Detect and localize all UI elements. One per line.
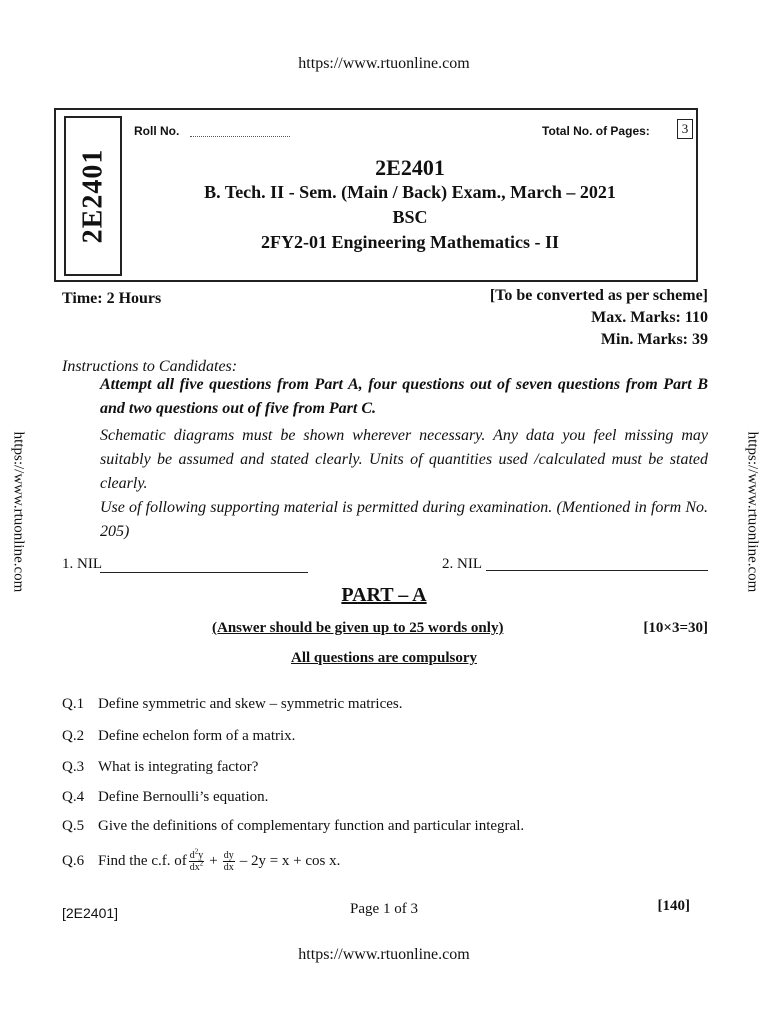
material-item-1-line xyxy=(100,572,308,573)
exam-time: Time: 2 Hours xyxy=(62,290,162,307)
min-marks: Min. Marks: 39 xyxy=(600,331,708,348)
equation-tail: – 2y = x + cos x. xyxy=(239,853,341,869)
question-text: Find the c.f. of xyxy=(98,853,187,869)
question-number: Q.4 xyxy=(62,789,85,805)
part-a-marks: [10×3=30] xyxy=(643,620,708,636)
compulsory-note: All questions are compulsory xyxy=(291,650,477,666)
part-a-title: PART – A xyxy=(341,584,427,606)
question-number: Q.3 xyxy=(62,759,85,775)
frac-den-exponent: 2 xyxy=(199,859,204,868)
paper-code: 2E2401 xyxy=(375,155,445,180)
subject: 2FY2-01 Engineering Mathematics - II xyxy=(261,232,559,252)
site-url-left-margin: https://www.rtuonline.com xyxy=(10,431,27,593)
instruction-1: Attempt all five questions from Part A, four questions out of seven questions from Part B and two questions out of five from Part C. xyxy=(100,376,708,417)
question-number: Q.5 xyxy=(62,818,85,834)
total-pages-value: 3 xyxy=(677,119,693,139)
branch: BSC xyxy=(392,207,428,227)
question-text: Define symmetric and skew – symmetric matrices. xyxy=(98,696,403,712)
question xyxy=(62,847,341,873)
question-text: What is integrating factor? xyxy=(98,759,259,775)
question-text: Give the definitions of complementary function and particular integral. xyxy=(98,818,525,834)
fraction-d2y-dx2 xyxy=(189,847,205,873)
side-code: 2E2401 xyxy=(77,148,108,244)
exam-line: B. Tech. II - Sem. (Main / Back) Exam., March – 2021 xyxy=(204,182,616,202)
instructions-title: Instructions to Candidates: xyxy=(62,358,238,375)
site-url-top: https://www.rtuonline.com xyxy=(298,55,470,72)
site-url-right-margin: https://www.rtuonline.com xyxy=(744,431,761,593)
question xyxy=(62,789,268,806)
question-text: Define Bernoulli’s equation. xyxy=(98,789,269,805)
footer-number: [140] xyxy=(657,898,690,914)
question-number: Q.2 xyxy=(62,728,85,744)
max-marks: Max. Marks: 110 xyxy=(591,309,708,326)
footer-code: [2E2401] xyxy=(62,905,119,921)
frac-den: dx xyxy=(223,862,234,873)
page-number: Page 1 of 3 xyxy=(350,901,418,917)
question-text: Define echelon form of a matrix. xyxy=(98,728,296,744)
question-number: Q.1 xyxy=(62,696,85,712)
plus-sign: + xyxy=(209,853,218,869)
site-url-bottom: https://www.rtuonline.com xyxy=(298,946,470,963)
question xyxy=(62,818,524,835)
frac-num: dy xyxy=(223,850,234,861)
material-item-2: 2. NIL xyxy=(442,556,482,572)
roll-no-field xyxy=(190,128,290,137)
question xyxy=(62,696,403,713)
material-item-1: 1. NIL xyxy=(62,556,102,572)
instruction-2: Schematic diagrams must be shown wherever necessary. Any data you feel missing may suitably be assumed and stated clearly. Units of quantities used /calculated must be stated clearly. xyxy=(100,427,708,492)
fraction-dy-dx xyxy=(223,850,235,873)
question xyxy=(62,759,258,776)
answer-note: (Answer should be given up to 25 words only) xyxy=(212,620,504,636)
frac-num: d xyxy=(189,850,195,861)
question xyxy=(62,728,295,745)
total-pages-label: Total No. of Pages: xyxy=(542,124,650,138)
frac-num-var: y xyxy=(198,850,204,861)
frac-num-exponent: 2 xyxy=(194,847,199,856)
material-item-2-line xyxy=(486,570,708,571)
convert-note: [To be converted as per scheme] xyxy=(489,287,708,304)
frac-den: dx xyxy=(189,862,200,873)
roll-no-label: Roll No. xyxy=(134,124,180,138)
instruction-3: Use of following supporting material is permitted during examination. (Mentioned in form No. 205) xyxy=(100,499,708,540)
question-number: Q.6 xyxy=(62,853,85,869)
side-code-box xyxy=(64,116,122,276)
